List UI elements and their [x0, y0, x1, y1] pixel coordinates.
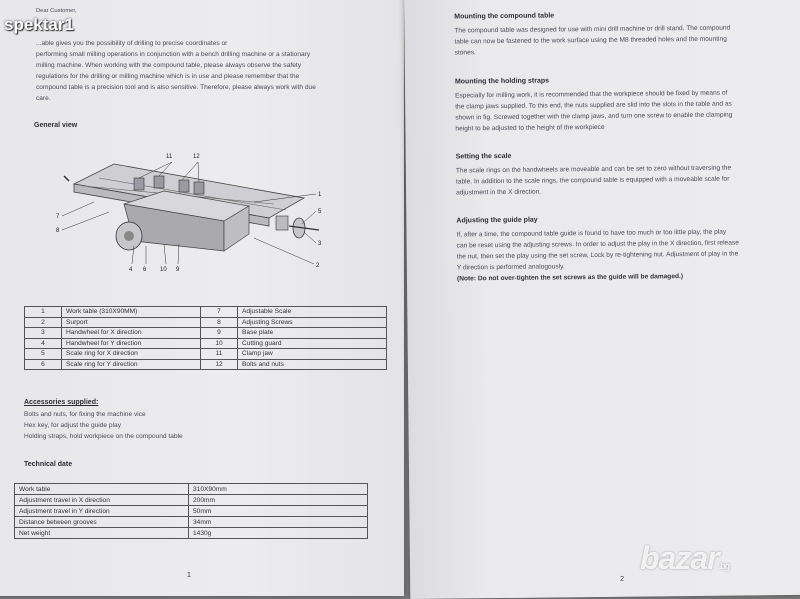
intro-line: ...able gives you the possibility of drilling to precise coordinates or: [36, 40, 228, 47]
callout-7: 7: [56, 214, 60, 220]
tech-cell: Adjustment travel in X direction: [15, 495, 189, 506]
parts-cell: 6: [25, 359, 62, 370]
callout-6: 6: [143, 267, 147, 273]
parts-cell: 3: [25, 328, 62, 339]
tech-cell: 34mm: [189, 517, 368, 528]
s3-line: adjustment in the X direction.: [456, 188, 542, 197]
callout-9: 9: [176, 267, 180, 273]
general-view-heading: General view: [34, 122, 78, 129]
parts-cell: Work table (310X90MM): [62, 307, 201, 318]
parts-cell: 2: [25, 317, 62, 328]
intro-line: regulations for the drilling or milling machine which is in use and please remember that the: [36, 73, 300, 80]
s4-line: can be reset using the adjusting screws. In order to adjust the play in the X direction, first release: [456, 239, 739, 250]
s4-line: the nut, then set the play using the set screw, Lock by re-tightening nut. Adjustment of play in the: [456, 250, 739, 261]
callout-12: 12: [193, 154, 200, 160]
tech-cell: Work table: [15, 484, 189, 495]
tech-cell: Adjustment travel in Y direction: [15, 506, 189, 517]
callout-5: 5: [318, 209, 322, 215]
s4-text: [456, 226, 800, 285]
s2-text: [455, 87, 800, 135]
accessory-item: Holding straps, hold workpiece on the compound table: [24, 433, 183, 440]
tech-cell: Net weight: [15, 528, 189, 539]
bazar-brand: bazar: [640, 540, 719, 576]
parts-cell: Clamp jaw: [238, 349, 387, 360]
intro-line: compound table is a precision tool and is also sensitive. Therefore, please always work with due: [36, 84, 316, 91]
accessory-item: Hex key, for adjust the guide play: [24, 422, 122, 429]
page-number-1: 1: [187, 572, 191, 579]
s1-line: table can now be fastened to the work surface using the M8 threaded holes and the mounting: [454, 35, 727, 46]
parts-cell: Bolts and nuts: [238, 359, 387, 370]
bazar-watermark: [640, 540, 729, 577]
note-text: (Note: Do not over-tighten the set screws as the guide will be damaged.): [456, 273, 684, 283]
s3-heading: Setting the scale: [455, 152, 512, 161]
parts-cell: Scale ring for Y direction: [62, 359, 201, 370]
page-number-2: 2: [620, 575, 625, 583]
tech-cell: 1430g: [189, 528, 368, 539]
tech-row: [15, 528, 368, 539]
parts-cell: Handwheel for X direction: [62, 328, 201, 339]
compound-table-diagram: [54, 146, 344, 276]
parts-cell: 5: [25, 349, 62, 360]
callout-3: 3: [318, 241, 322, 247]
tech-cell: Distance between grooves: [15, 517, 189, 528]
intro-line: milling machine. When working with the compound table, please always observe the safety: [36, 62, 301, 69]
intro-line: care.: [36, 95, 51, 102]
parts-cell: 4: [25, 338, 62, 349]
intro-line: performing small milling operations in conjunction with a bench drilling machine or a stationary: [36, 51, 311, 58]
parts-row: [25, 359, 387, 370]
tech-row: [15, 484, 368, 495]
accessories-list: [24, 409, 183, 442]
s1-heading: Mounting the compound table: [454, 12, 555, 21]
parts-cell: Scale ring for X direction: [62, 349, 201, 360]
tech-row: [15, 506, 368, 517]
parts-cell: 8: [201, 317, 238, 328]
callout-1: 1: [318, 192, 322, 198]
s4-heading: Adjusting the guide play: [456, 216, 538, 225]
parts-cell: Adjustable Scale: [238, 307, 387, 318]
parts-cell: Handwheel for Y direction: [62, 338, 201, 349]
s3-line: The scale rings on the handwheels are moveable and can be set to zero without traversing the: [455, 164, 732, 175]
greeting: Dear Customer,: [36, 8, 77, 14]
parts-row: [25, 349, 387, 360]
accessory-item: Bolts and nuts, for fixing the machine vice: [24, 411, 146, 418]
tech-cell: 50mm: [189, 506, 368, 517]
s4-line: If, after a time, the compound table guide is found to have too much or too little play, the play: [456, 228, 727, 239]
s3-line: table. In addition to the scale rings, the compound table is equipped with a moveable scale for: [455, 175, 730, 186]
s2-line: the clamp jaws supplied. To this end, the nuts supplied are slid into the slots in the table and as: [455, 100, 732, 111]
intro-paragraph: [36, 38, 386, 104]
technical-heading: Technical date: [24, 461, 73, 468]
parts-row: [25, 307, 387, 318]
accessories-heading: Accessories supplied:: [24, 399, 99, 406]
tech-cell: 310X90mm: [189, 484, 368, 495]
s2-line: height to be adjusted to the height of the workpiece: [455, 123, 605, 133]
tech-cell: 200mm: [189, 495, 368, 506]
parts-cell: 7: [201, 307, 238, 318]
parts-cell: Base plate: [238, 328, 387, 339]
parts-cell: 12: [201, 359, 238, 370]
callout-4: 4: [129, 267, 133, 273]
parts-cell: Adjusting Screws: [238, 317, 387, 328]
parts-cell: Cutting guard: [238, 338, 387, 349]
bazar-tld: .bg: [718, 561, 730, 571]
s1-line: The compound table was designed for use with mini drill machine or drill stand. The compound: [454, 24, 731, 35]
parts-row: [25, 338, 387, 349]
technical-table: [14, 483, 368, 539]
callout-8: 8: [56, 228, 60, 234]
parts-table: [24, 306, 387, 370]
tech-row: [15, 517, 368, 528]
tech-row: [15, 495, 368, 506]
s2-line: Especially for milling work, it is recommended that the workpiece should be fixed by means of: [455, 89, 728, 100]
parts-cell: 9: [201, 328, 238, 339]
s1-text: [454, 22, 799, 59]
s2-heading: Mounting the holding straps: [454, 77, 550, 86]
callout-10: 10: [160, 267, 167, 273]
s3-text: [456, 162, 800, 199]
s2-line: shown in fig. Screwed together with the clamp jaws, and turn one screw to enable the clamping: [455, 111, 733, 122]
parts-row: [25, 317, 387, 328]
callout-11: 11: [166, 154, 173, 160]
parts-cell: 11: [201, 349, 238, 360]
s4-line: Y direction is performed analogously.: [456, 263, 565, 272]
page-2: [404, 0, 800, 599]
parts-row: [25, 328, 387, 339]
parts-cell: 10: [201, 338, 238, 349]
parts-cell: Surport: [62, 317, 201, 328]
callout-2: 2: [316, 263, 320, 269]
parts-cell: 1: [25, 307, 62, 318]
s1-line: stones.: [454, 49, 476, 57]
watermark-spektar: spektar1: [4, 15, 74, 34]
